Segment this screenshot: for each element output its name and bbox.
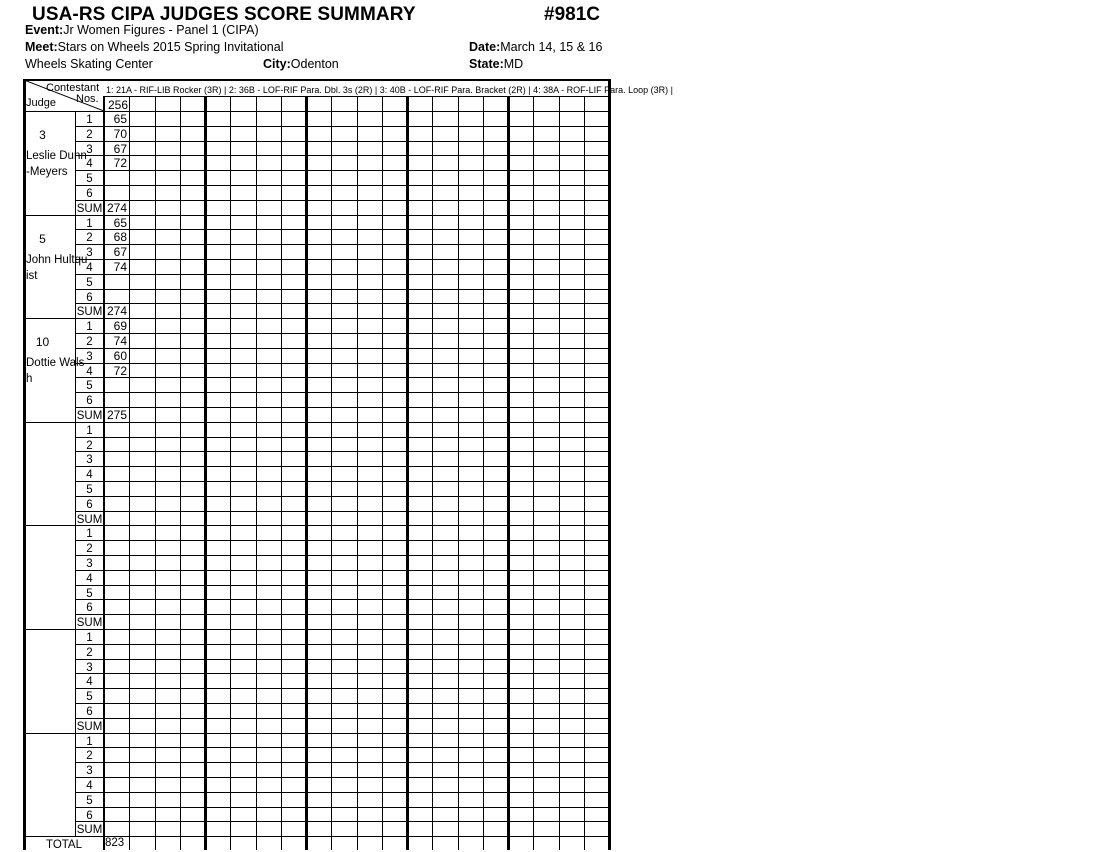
figure-row-label: 6 (86, 188, 93, 200)
figure-row-label: 2 (86, 232, 93, 245)
figure-row-label: 2 (86, 750, 93, 763)
figure-row-label: 6 (86, 291, 93, 304)
sum-row-label: SUM (76, 410, 103, 422)
figure-row-label: 1 (86, 114, 93, 126)
event-field (25, 23, 259, 37)
sum-row-label: SUM (76, 306, 103, 319)
meet-field (25, 40, 283, 54)
column-line (483, 96, 484, 850)
state-field (469, 57, 523, 71)
row-line (75, 126, 609, 127)
column-line (432, 96, 433, 850)
figure-row-label: 5 (86, 691, 93, 704)
figure-row-label: 1 (86, 321, 93, 334)
total-label: TOTAL (46, 839, 82, 851)
figure-row-label: 6 (86, 395, 93, 408)
group-separator (204, 96, 207, 850)
row-line (75, 155, 609, 156)
group-separator (305, 96, 308, 850)
row-line (75, 540, 609, 541)
row-line (75, 762, 609, 763)
row-line (75, 555, 609, 556)
row-line (75, 792, 609, 793)
row-line (75, 363, 609, 364)
row-line (75, 585, 609, 586)
column-line (256, 96, 257, 850)
row-line (75, 673, 609, 674)
sum-row-label: SUM (76, 720, 103, 733)
figure-row-label: 3 (86, 350, 93, 363)
meet-label: Meet: (25, 40, 58, 54)
row-line (75, 303, 609, 304)
total-value: 823 (105, 837, 125, 849)
block-divider (24, 733, 609, 734)
table-left-border (23, 79, 26, 850)
figure-row-label: 2 (86, 128, 93, 141)
score-cell: 74 (113, 334, 127, 348)
row-line (75, 688, 609, 689)
row-line (75, 807, 609, 808)
row-line (75, 333, 609, 334)
judge-sum-cell: 274 (106, 200, 127, 215)
row-line (75, 244, 609, 245)
figures-header: 1: 21A - RIF-LIB Rocker (3R) | 2: 36B - LOF-RIF Para. Dbl. 3s (2R) | 3: 40B - LOF-RIF Para. Bracket (2R) | 4: 38A - ROF-LIF Para. Loop (3R) | (106, 85, 674, 95)
score-cell: 67 (113, 141, 127, 156)
row-line (75, 392, 609, 393)
date-label: Date: (469, 40, 501, 54)
figure-row-label: 2 (86, 646, 93, 659)
group-separator (507, 96, 510, 850)
column-line (559, 96, 560, 850)
row-line (75, 481, 609, 482)
figure-row-label: 5 (86, 173, 93, 186)
figure-row-label: 6 (86, 809, 93, 822)
score-cell: 68 (113, 230, 127, 245)
figure-row-label: 4 (86, 262, 93, 274)
sum-row-label: SUM (76, 617, 103, 630)
judge-number: 3 (39, 128, 46, 142)
row-line (75, 274, 609, 275)
score-cell: 72 (113, 363, 127, 378)
corner-judge-label: Judge (26, 97, 56, 109)
score-cell: 69 (113, 319, 127, 334)
figure-row-label: 3 (86, 454, 93, 467)
figure-row-label: 4 (86, 158, 93, 171)
figure-row-label: 4 (86, 365, 93, 378)
row-line (75, 777, 609, 778)
sum-row-label: SUM (76, 513, 103, 526)
row-line (75, 644, 609, 645)
row-line (75, 437, 609, 438)
score-cell: 70 (113, 126, 127, 141)
figure-row-label: 3 (86, 247, 93, 260)
figure-row-label: 6 (86, 602, 93, 615)
state-value: MD (503, 57, 524, 71)
row-line (75, 703, 609, 704)
figure-row-label: 1 (86, 735, 93, 748)
figure-row-label: 1 (86, 217, 93, 230)
row-line (75, 229, 609, 230)
row-line (75, 747, 609, 748)
block-divider (24, 629, 609, 630)
group-separator (406, 96, 409, 850)
row-line (75, 141, 609, 142)
row-line (75, 599, 609, 600)
page-title: USA-RS CIPA JUDGES SCORE SUMMARY (32, 4, 416, 25)
column-line (281, 96, 282, 850)
judge-sum-cell: 274 (106, 304, 127, 319)
judge-name: John Hultquist (26, 253, 88, 282)
score-cell: 65 (113, 215, 127, 230)
row-line (75, 466, 609, 467)
score-cell: 74 (113, 260, 127, 274)
meet-value: Stars on Wheels 2015 Spring Invitational (57, 40, 284, 54)
figure-row-label: 5 (86, 794, 93, 807)
sum-row-label: SUM (76, 202, 103, 215)
column-line (458, 96, 459, 850)
row-line (75, 185, 609, 186)
column-line (533, 96, 534, 850)
block-divider (24, 422, 609, 423)
row-line (75, 170, 609, 171)
corner-nos-label: Nos. (76, 93, 99, 105)
figure-row-label: 3 (86, 143, 93, 156)
city-value: Odenton (290, 57, 339, 71)
table-right-border (608, 79, 611, 850)
column-line (331, 96, 332, 850)
column-line (230, 96, 231, 850)
row-line (75, 348, 609, 349)
event-value: Jr Women Figures - Panel 1 (CIPA) (63, 23, 259, 37)
date-field (469, 40, 602, 54)
row-line (75, 377, 609, 378)
row-line (75, 511, 609, 512)
column-line (180, 96, 181, 850)
figure-row-label: 1 (86, 632, 93, 644)
column-line (357, 96, 358, 850)
date-value: March 14, 15 & 16 (500, 40, 603, 54)
row-line (75, 659, 609, 660)
figure-row-label: 5 (86, 276, 93, 289)
figure-row-label: 3 (86, 765, 93, 778)
state-label: State: (469, 57, 504, 71)
score-cell: 72 (113, 156, 127, 171)
column-line (129, 96, 130, 850)
figure-row-label: 1 (86, 424, 93, 437)
figure-row-label: 4 (86, 780, 93, 792)
figure-row-label: 4 (86, 676, 93, 689)
figure-row-label: 4 (86, 572, 93, 585)
judge-number: 10 (35, 335, 50, 350)
row-line (75, 570, 609, 571)
document-number: #981C (544, 4, 600, 25)
column-line (155, 96, 156, 850)
row-line (75, 200, 609, 201)
figure-row-label: 2 (86, 543, 93, 556)
figure-row-label: 3 (86, 558, 93, 570)
judge-name: Dottie Walsh (26, 357, 85, 386)
figure-row-label: 2 (86, 336, 93, 348)
row-line (75, 407, 609, 408)
figure-row-label: 3 (86, 661, 93, 674)
column-line (382, 96, 383, 850)
block-divider (24, 525, 609, 526)
figure-row-label: 5 (86, 380, 93, 393)
figure-row-label: 4 (86, 469, 93, 482)
row-line (75, 451, 609, 452)
city-label: City: (263, 57, 291, 71)
score-cell: 65 (113, 112, 127, 126)
row-line (75, 496, 609, 497)
row-line (75, 718, 609, 719)
score-cell: 67 (113, 245, 127, 260)
judge-name: Leslie Dunn-Meyers (26, 150, 87, 178)
score-cell: 60 (113, 348, 127, 363)
event-label: Event: (25, 23, 64, 37)
figure-row-label: 5 (86, 484, 93, 496)
corner-contestant-label: Contestant (46, 82, 100, 94)
contestant-number: 256 (107, 98, 128, 112)
figure-row-label: 1 (86, 528, 93, 541)
figure-row-label: 2 (86, 439, 93, 452)
row-line (75, 821, 609, 822)
city-field (263, 57, 339, 71)
figure-row-label: 6 (86, 706, 93, 718)
row-line (75, 289, 609, 290)
venue-name: Wheels Skating Center (25, 57, 153, 71)
judge-sum-cell: 275 (106, 408, 127, 422)
figure-row-label: 5 (86, 587, 93, 600)
table-top-border (23, 79, 611, 81)
sum-row-label: SUM (76, 824, 103, 837)
figure-row-label: 6 (86, 498, 93, 511)
judge-number: 5 (39, 231, 46, 246)
row-line (75, 614, 609, 615)
column-line (584, 96, 585, 850)
row-line (75, 259, 609, 260)
